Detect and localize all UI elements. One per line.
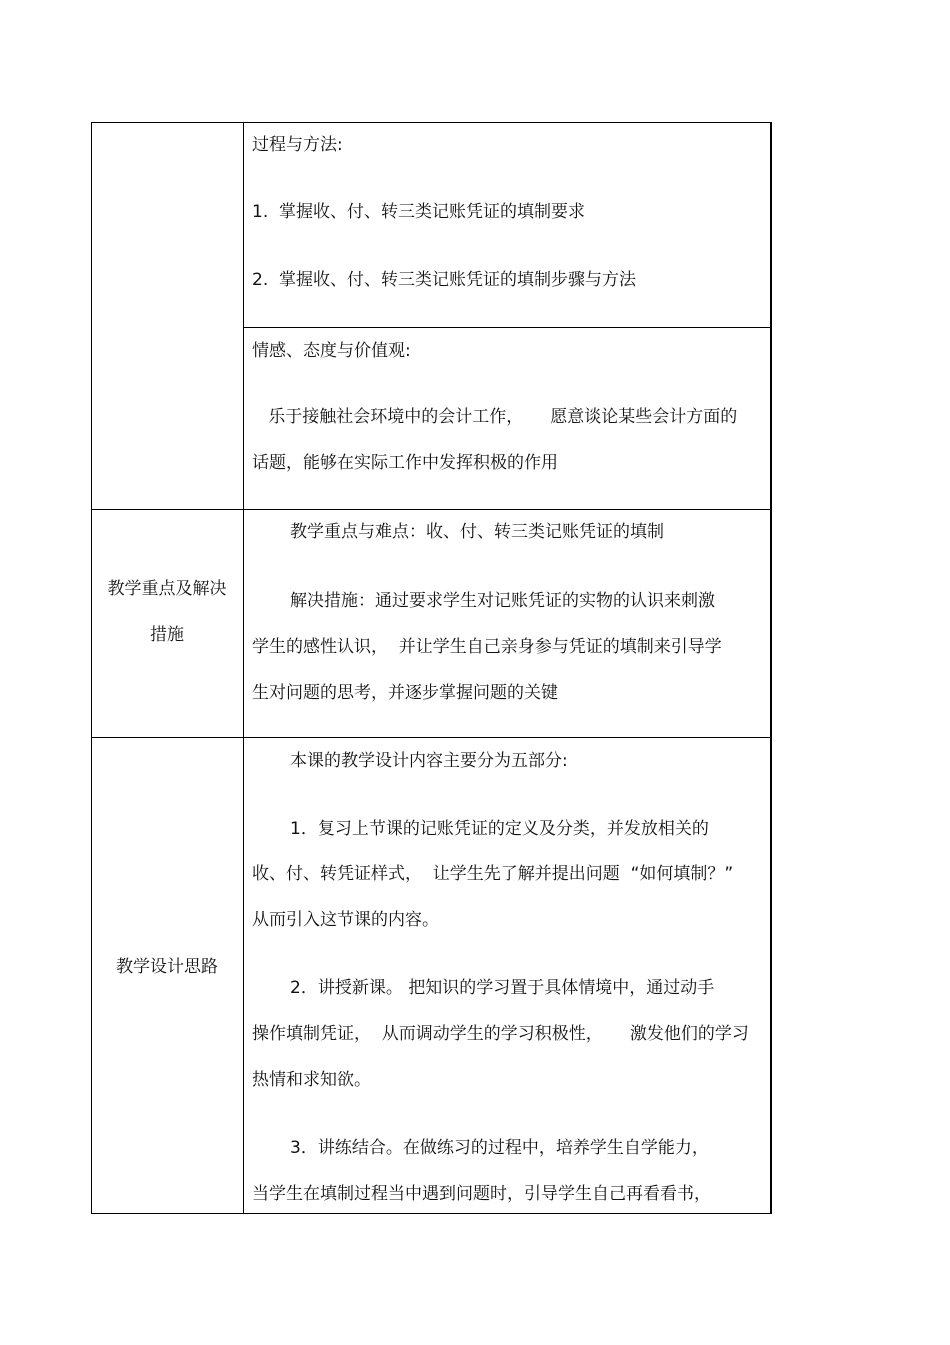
divider-process-emotion [243,327,772,328]
emotion-line-1: 乐于接触社会环境中的会计工作， 愿意谈论某些会计方面的 [252,407,738,427]
design-intro: 本课的教学设计内容主要分为五部分: [290,751,568,771]
key-points-label-line-2: 措施 [150,625,184,645]
design-p3-line-2: 当学生在填制过程当中遇到问题时，引导学生自己再看看书， [252,1184,711,1204]
table-bottom-border [91,1213,772,1214]
design-p1-line-1: 1．复习上节课的记账凭证的定义及分类，并发放相关的 [290,819,709,839]
key-points-measure-line-1: 解决措施：通过要求学生对记账凭证的实物的认识来刺激 [290,591,715,611]
emotion-heading: 情感、态度与价值观: [252,341,411,361]
design-p1-line-3: 从而引入这节课的内容。 [252,910,439,930]
key-points-focus: 教学重点与难点：收、付、转三类记账凭证的填制 [290,522,664,542]
divider-row1-row2 [91,509,772,510]
key-points-measure-line-3: 生对问题的思考，并逐步掌握问题的关键 [252,683,558,703]
design-label: 教学设计思路 [116,957,218,977]
process-heading: 过程与方法: [252,135,343,155]
table-top-border [91,122,772,123]
table-right-border [770,122,772,1214]
design-p3-line-1: 3．讲练结合。在做练习的过程中，培养学生自学能力， [290,1138,709,1158]
divider-row2-row3 [91,737,772,738]
design-p2-line-2: 操作填制凭证， 从而调动学生的学习积极性， 激发他们的学习 [252,1024,749,1044]
emotion-line-2: 话题，能够在实际工作中发挥积极的作用 [252,453,558,473]
process-item-2: 2. 掌握收、付、转三类记账凭证的填制步骤与方法 [252,270,637,290]
design-p1-line-2: 收、付、转凭证样式， 让学生先了解并提出问题 “如何填制？” [252,864,734,884]
design-p2-line-1: 2．讲授新课。 把知识的学习置于具体情境中，通过动手 [290,978,715,998]
table-column-divider [243,122,244,1214]
key-points-measure-line-2: 学生的感性认识， 并让学生自己亲身参与凭证的填制来引导学 [252,637,722,657]
table-left-border [91,122,92,1214]
process-item-1: 1. 掌握收、付、转三类记账凭证的填制要求 [252,202,586,222]
key-points-label-line-1: 教学重点及解决 [107,579,227,599]
design-p2-line-3: 热情和求知欲。 [252,1070,371,1090]
